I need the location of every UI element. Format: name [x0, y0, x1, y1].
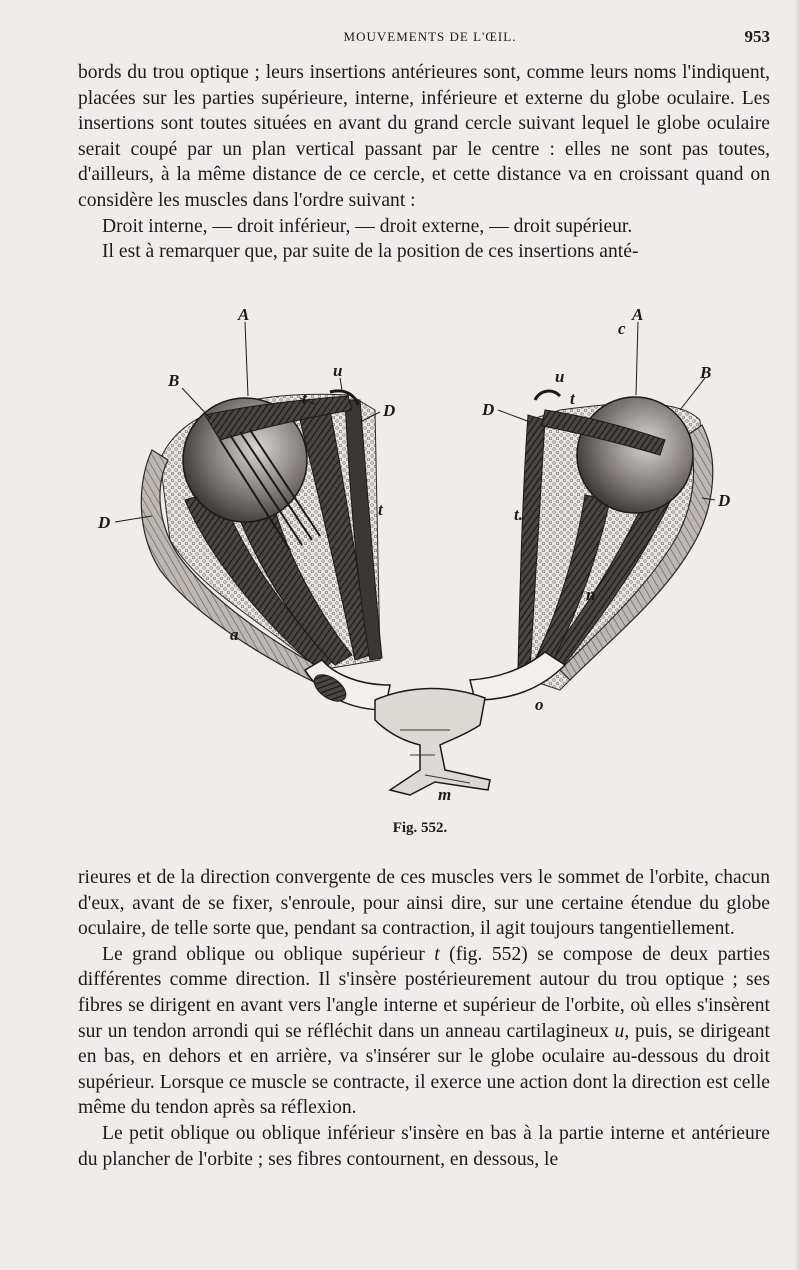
paragraph-4-rest: , puis, se dirigeant en bas, en dehors et en arrière, va s'insérer sur le globe oculaire au-dessous du droit supérieur. Lorsque ce muscle se contracte, il exerce une action dont la direction est celle même du tendon après sa réflexion.	[78, 1020, 770, 1119]
paragraph-4	[78, 942, 770, 1121]
label-t-left-bottom: t	[378, 500, 383, 519]
text-block-top	[78, 60, 770, 265]
symbol-u: u	[614, 1020, 625, 1042]
label-u-right: u	[555, 367, 565, 386]
label-m: m	[438, 785, 452, 804]
page-edge-shadow	[794, 0, 800, 1270]
label-A-right: A	[632, 305, 644, 324]
running-head	[0, 26, 800, 50]
anatomical-figure	[90, 300, 770, 820]
label-A-left: A	[238, 305, 250, 324]
paragraph-2: Il est à remarquer que, par suite de la position de ces insertions anté-	[102, 241, 639, 263]
paragraph-4-fig-ref: (fig. 552) se compose de deux parties différentes comme direction. Il s'insère postérieurement autour du trou optique ; ses fibres se dirigent en avant vers l'angle interne et supérieur de l'orbite, où elles s'insèrent sur un tendon arrondi qui se réfléchit dans un anneau cartilagineux	[78, 943, 770, 1042]
label-D-right-left: D	[482, 400, 495, 419]
muscle-order-line: Droit interne, — droit inférieur, — droit externe, — droit supérieur.	[102, 215, 633, 237]
optic-chiasma	[375, 688, 490, 795]
right-tendon-u	[535, 391, 560, 400]
label-B-right: B	[700, 363, 712, 382]
right-eyeball	[577, 397, 693, 513]
label-D-left-right: D	[383, 401, 396, 420]
label-t-left-top: t	[302, 389, 307, 408]
label-o: o	[535, 695, 544, 714]
running-title: MOUVEMENTS DE L'ŒIL.	[343, 29, 517, 44]
page-number: 953	[744, 27, 770, 46]
symbol-t: t	[434, 943, 440, 965]
label-n: n	[586, 585, 596, 604]
chiasma-body	[375, 688, 490, 795]
label-t-right-bottom: t.	[514, 505, 523, 524]
label-c: c	[618, 319, 626, 338]
left-orbit	[141, 391, 390, 710]
label-t-right-top: t	[570, 389, 575, 408]
paragraph-3: rieures et de la direction convergente de ces muscles vers le sommet de l'orbite, chacun d'eux, avant de se fixer, s'enroule, pour ainsi dire, sur une certaine étendue du globe oculaire, de telle sorte que, pendant sa contraction, il agit toujours tangentiellement.	[78, 867, 770, 940]
right-optic-stump	[470, 652, 565, 700]
label-D-left-outer: D	[98, 513, 111, 532]
paragraph-4-start: Le grand oblique ou oblique supérieur	[102, 943, 435, 965]
figure-caption: Fig. 552.	[392, 820, 448, 836]
eye-muscles-illustration	[90, 300, 770, 820]
label-B-left: B	[168, 371, 180, 390]
paragraph-5: Le petit oblique ou oblique inférieur s'insère en bas à la partie interne et antérieure du plancher de l'orbite ; ses fibres contournent, en dessous, le	[78, 1122, 770, 1170]
text-block-bottom	[78, 865, 770, 1172]
label-u-left: u	[333, 361, 343, 380]
label-D-right-outer: D	[718, 491, 731, 510]
right-orbit	[470, 391, 713, 700]
paragraph-1: bords du trou optique ; leurs insertions antérieures sont, comme leurs noms l'indiquent, placées sur les parties supérieure, interne, inférieure et externe du globe oculaire. Les insertions sont toutes situées en avant du grand cercle suivant lequel le globe oculaire serait coupé par un plan vertical passant par le centre : elles ne sont pas toutes, d'ailleurs, à la même distance de ce cercle, et cette distance va en croissant quand on considère les muscles dans l'ordre suivant :	[78, 62, 770, 211]
label-a: a	[230, 625, 239, 644]
